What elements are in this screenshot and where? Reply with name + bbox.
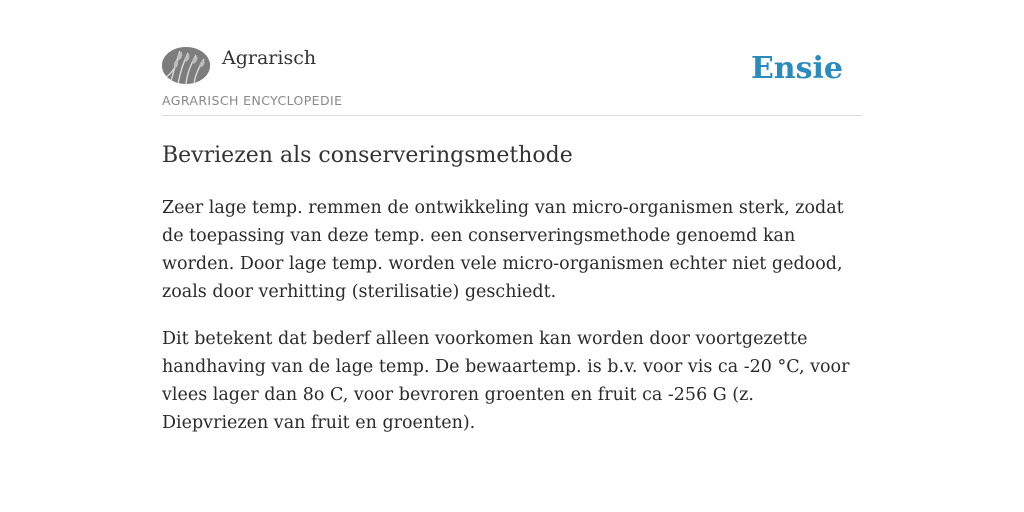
page-container [162,44,862,437]
site-subtitle: AGRARISCH ENCYCLOPEDIE [162,93,343,108]
site-name-link[interactable]: Agrarisch [222,47,317,69]
site-header [162,44,862,116]
brand-logo-link[interactable]: Ensie [750,51,843,86]
page-title: Bevriezen als conserveringsmethode [162,143,573,168]
article-paragraph: Dit betekent dat bederf alleen voorkomen kan worden door voortgezette handhaving van de lage temp. De bewaartemp. is b.v. voor vis ca -20 °C, voor vlees lager dan 8o C, voor bevroren groenten en fruit ca -256 G (z. Diepvriezen van fruit en groenten). [162,329,850,433]
wheat-icon[interactable] [162,47,210,84]
article-paragraph: Zeer lage temp. remmen de ontwikkeling van micro-organismen sterk, zodat de toepassing van deze temp. een conserveringsmethode genoemd kan worden. Door lage temp. worden vele micro-organismen echter niet gedood, zoals door verhitting (sterilisatie) geschiedt. [162,198,844,302]
